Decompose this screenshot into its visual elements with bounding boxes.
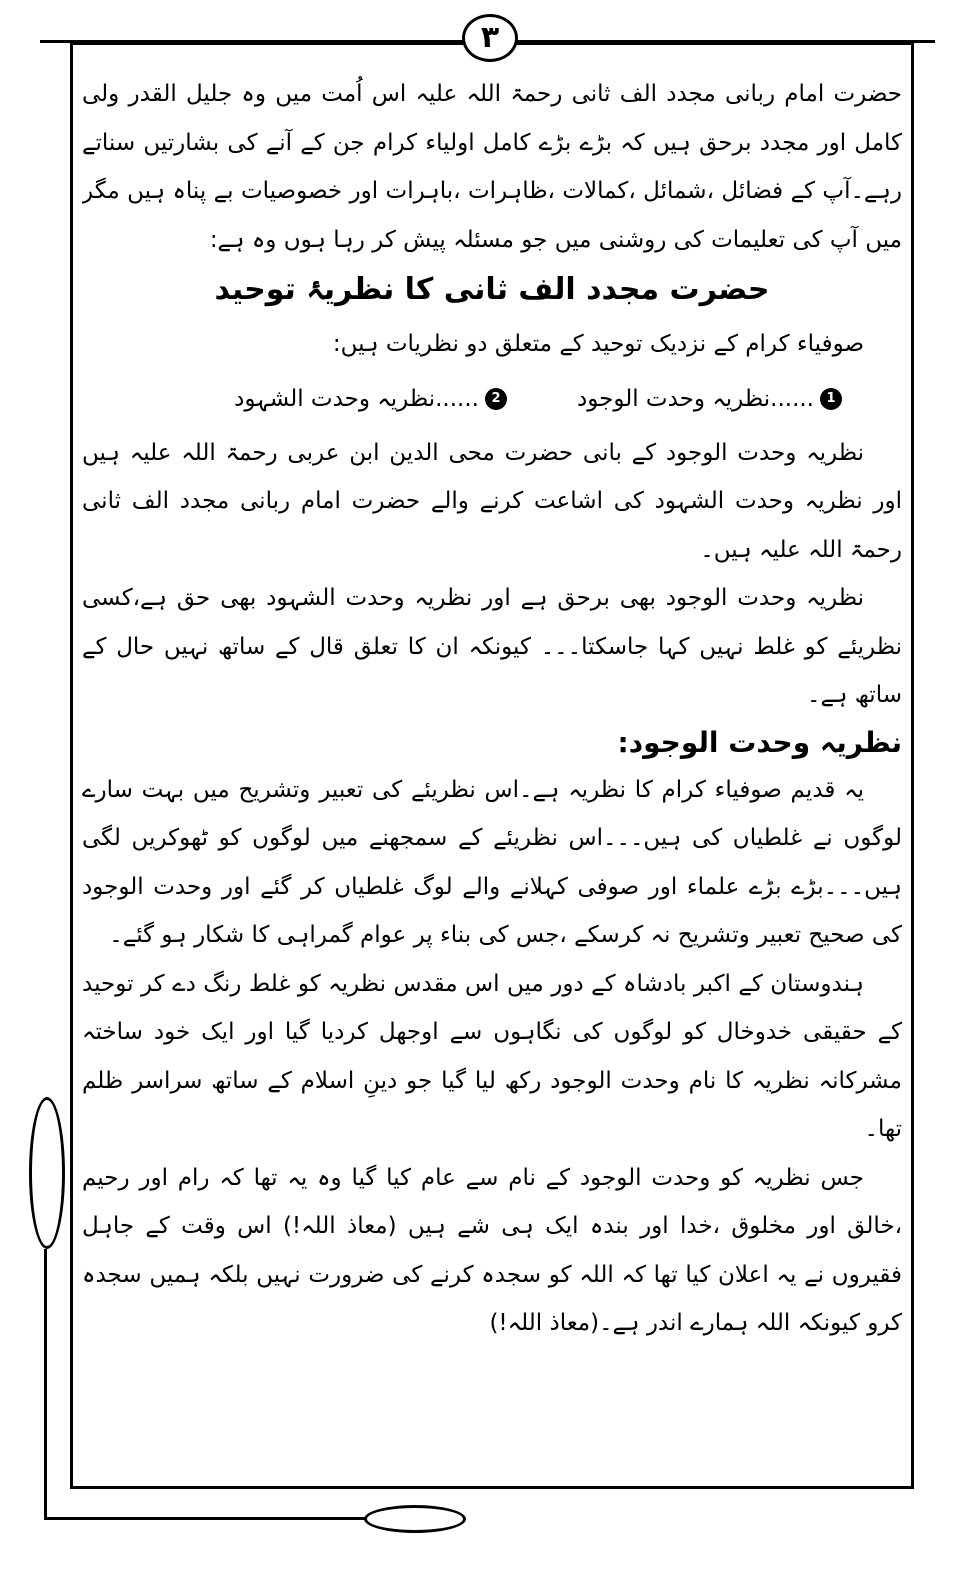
founders-paragraph: نظریہ وحدت الوجود کے بانی حضرت محی الدین ابن عربی رحمۃ اللہ علیہ ہیں اور نظریہ وحدت الشہود کی اشاعت کرنے والے حضرت امام ربانی مجدد الف ثانی رحمۃ اللہ علیہ ہیں۔	[82, 439, 902, 563]
bottom-ornament-oval	[364, 1505, 466, 1533]
number-bullet-icon: 1	[820, 388, 842, 410]
theory-list	[82, 369, 902, 429]
akbar-paragraph: ہندوستان کے اکبر بادشاہ کے دور میں اس مقدس نظریہ کو غلط رنگ دے کر توحید کے حقیقی خدوخال کو لوگوں کی نگاہوں سے اوجھل کردیا گیا اور ایک خود ساختہ مشرکانہ نظریہ کا نام وحدت الوجود رکھ لیا گیا جو دینِ اسلام کے ساتھ سراسر ظلم تھا۔	[82, 970, 902, 1142]
page-number: ۳	[462, 14, 518, 62]
list-item-label: ......نظریہ وحدت الشہود	[234, 385, 479, 412]
subheading-wahdat-ul-wujood: نظریہ وحدت الوجود:	[617, 725, 902, 759]
main-heading: حضرت مجدد الف ثانی کا نظریۂ توحید	[214, 272, 770, 307]
list-item	[577, 369, 842, 429]
number-bullet-icon: 2	[485, 388, 507, 410]
last-paragraph: جس نظریہ کو وحدت الوجود کے نام سے عام کیا گیا وہ یہ تھا کہ رام اور رحیم ،خالق اور مخلوق ،خدا اور بندہ ایک ہی شے ہیں (معاذ اللہ!) اس وقت کے جاہل فقیروں نے یہ اعلان کیا تھا کہ اللہ کو سجدہ کرنے کی ضرورت نہیں بلکہ ہمیں سجدہ کرو کیونکہ اللہ ہمارے اندر ہے۔(معاذ اللہ!)	[82, 1164, 902, 1336]
intro-paragraph: حضرت امام ربانی مجدد الف ثانی رحمۃ اللہ علیہ اس اُمت میں وہ جلیل القدر ولی کامل اور مجدد برحق ہیں کہ بڑے بڑے کامل اولیاء کرام جن کے آنے کی بشارتیں سناتے رہے۔آپ کے فضائل ،شمائل ،کمالات ،ظاہرات ،باہرات اور خصوصیات بے پناہ ہیں مگر میں آپ کی تعلیمات کی روشنی میں جو مسئلہ پیش کر رہا ہوں وہ ہے:	[82, 81, 902, 253]
both-true-paragraph: نظریہ وحدت الوجود بھی برحق ہے اور نظریہ وحدت الشہود بھی حق ہے،کسی نظریئے کو غلط نہیں کہا جاسکتا۔۔۔ کیونکہ ان کا تعلق قال کے ساتھ نہیں حال کے ساتھ ہے۔	[82, 585, 902, 708]
sufi-intro: صوفیاء کرام کے نزدیک توحید کے متعلق دو نظریات ہیں:	[332, 331, 864, 357]
bottom-ornament-stem	[44, 1517, 366, 1520]
list-item	[234, 369, 507, 429]
list-item-label: ......نظریہ وحدت الوجود	[577, 385, 814, 412]
ancient-paragraph: یہ قدیم صوفیاء کرام کا نظریہ ہے۔اس نظریئے کی تعبیر وتشریح میں بہت سارے لوگوں نے غلطیاں کی ہیں۔۔۔اس نظریئے کے سمجھنے میں لوگوں کو ٹھوکریں لگی ہیں۔۔۔بڑے بڑے علماء اور صوفی کہلانے والے لوگ غلطیاں کر گئے اور وحدت الوجود کی صحیح تعبیر وتشریح نہ کرسکے ،جس کی بناء پر عوام گمراہی کا شکار ہو گئے۔	[82, 776, 902, 948]
left-ornament-oval	[29, 1097, 65, 1249]
left-ornament-stem	[44, 1249, 47, 1519]
page-content	[82, 70, 902, 1480]
